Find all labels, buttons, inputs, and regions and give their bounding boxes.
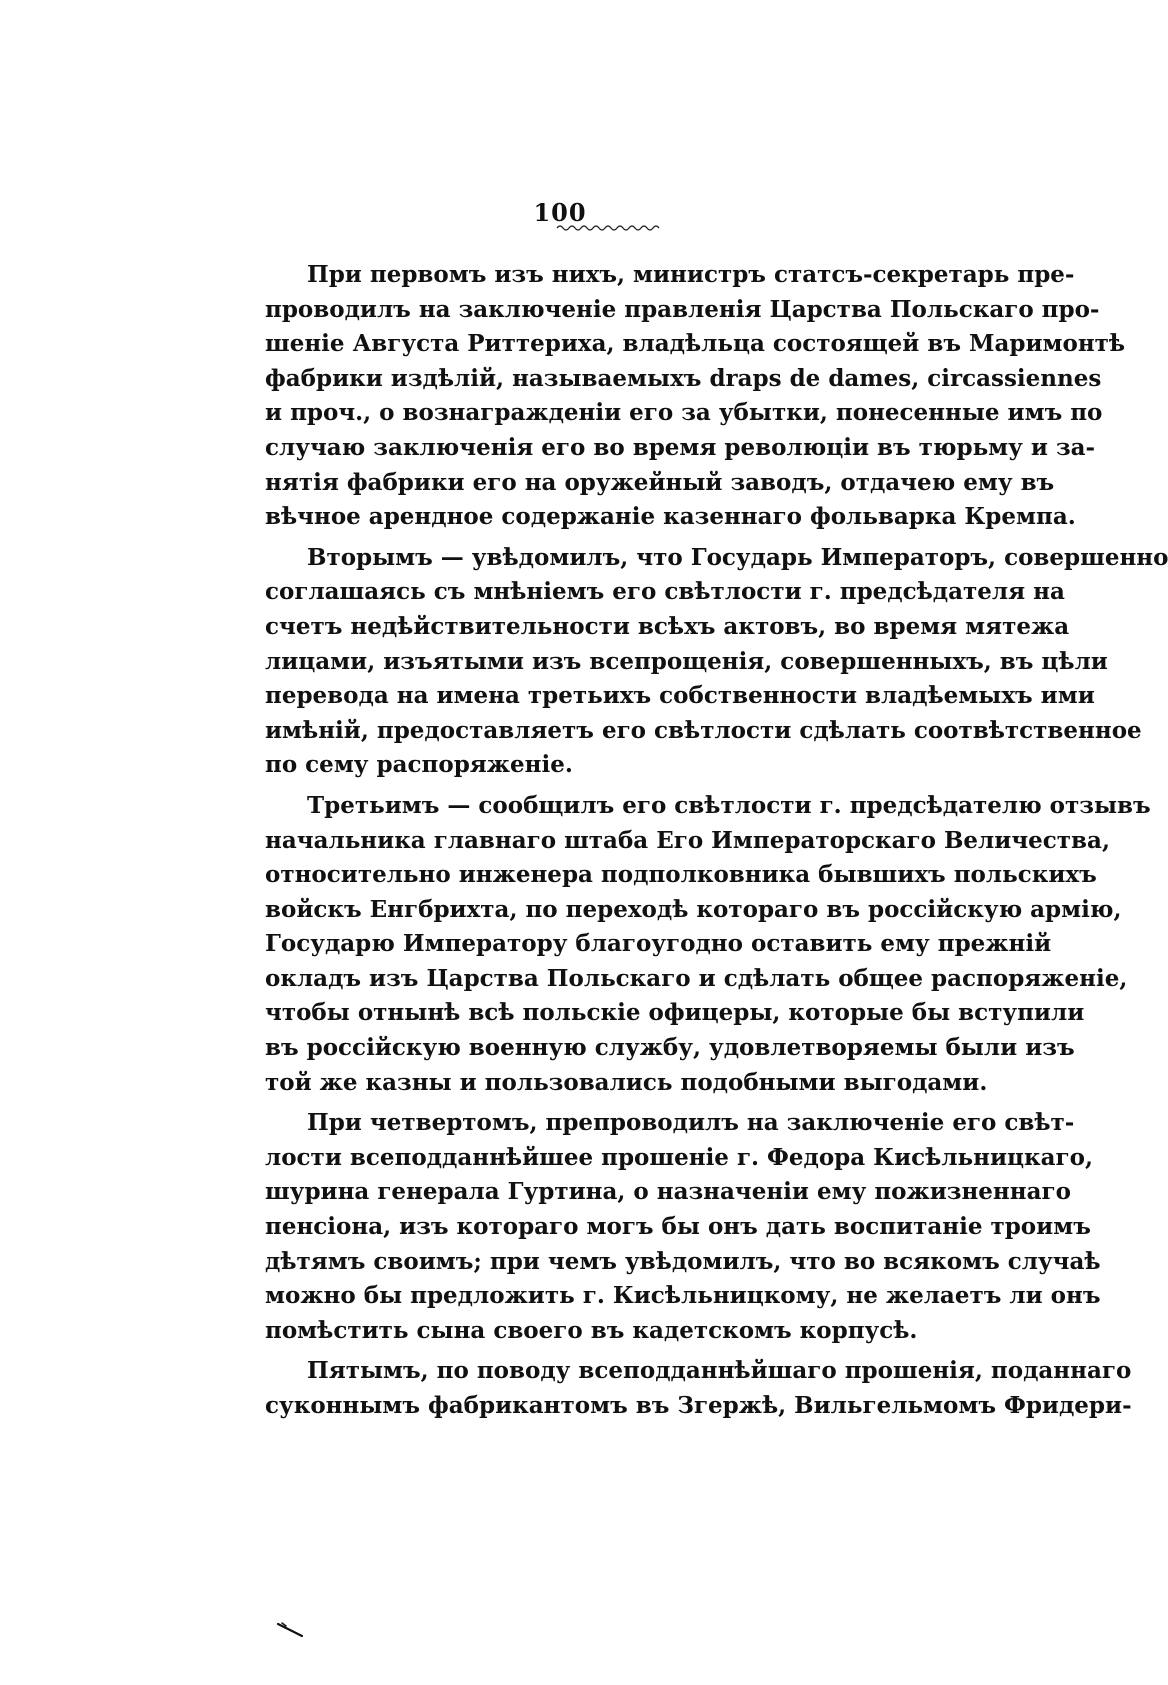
- text-line: имѣній, предоставляетъ его свѣтлости сдѣлать соотвѣтственное: [265, 716, 1142, 744]
- text-line: счетъ недѣйствительности всѣхъ актовъ, во время мятежа: [265, 612, 1070, 640]
- text-line: фабрики издѣлій, называемыхъ draps de dames, circassiennes: [265, 364, 1102, 392]
- text-line: Государю Императору благоугодно оставить ему прежній: [265, 930, 1052, 958]
- text-line: окладъ изъ Царства Польскаго и сдѣлать общее распоряженіе,: [265, 964, 1128, 992]
- text-line: случаю заключенія его во время революціи въ тюрьму и за-: [265, 433, 1096, 461]
- text-line: начальника главнаго штаба Его Императорскаго Величества,: [265, 826, 1110, 854]
- page-number-text: 100: [533, 198, 587, 227]
- text-line: нятія фабрики его на оружейный заводъ, отдачею ему въ: [265, 468, 1055, 496]
- text-line: чтобы отнынѣ всѣ польскіе офицеры, которые бы вступили: [265, 999, 1085, 1027]
- text-line: той же казны и пользовались подобными выгодами.: [265, 1068, 988, 1096]
- text-line: При четвертомъ, препроводилъ на заключеніе его свѣт-: [307, 1109, 1075, 1137]
- text-line: можно бы предложить г. Кисѣльницкому, не желаетъ ли онъ: [265, 1282, 1101, 1310]
- text-line: соглашаясь съ мнѣніемъ его свѣтлости г. предсѣдателя на: [265, 578, 1065, 606]
- paragraph-2: [265, 541, 1168, 783]
- text-line: по сему распоряженіе.: [265, 751, 573, 779]
- text-line: и проч., о вознагражденіи его за убытки, понесенные имъ по: [265, 399, 1103, 427]
- text-line: пенсіона, изъ котораго могъ бы онъ дать воспитаніе троимъ: [265, 1213, 1091, 1241]
- text-line: Пятымъ, по поводу всеподданнѣйшаго прошенія, поданнаго: [307, 1357, 1132, 1385]
- text-line: Третьимъ — сообщилъ его свѣтлости г. предсѣдателю отзывъ: [307, 791, 1151, 819]
- text-line: лости всеподданнѣйшее прошеніе г. Федора Кисѣльницкаго,: [265, 1143, 1093, 1171]
- text-line: Вторымъ — увѣдомилъ, что Государь Императоръ, совершенно: [307, 543, 1168, 571]
- body-text: [265, 258, 1168, 1430]
- wavy-ornament-icon: [555, 222, 665, 234]
- text-line: проводилъ на заключеніе правленія Царства Польскаго про-: [265, 295, 1100, 323]
- text-line: дѣтямъ своимъ; при чемъ увѣдомилъ, что во всякомъ случаѣ: [265, 1247, 1101, 1275]
- text-line: въ россійскую военную службу, удовлетворяемы были изъ: [265, 1034, 1075, 1062]
- paragraph-1: [265, 258, 1126, 535]
- text-line: При первомъ изъ нихъ, министръ статсъ-секретарь пре-: [307, 261, 1075, 288]
- text-line: войскъ Енгбрихта, по переходѣ котораго въ россійскую армію,: [265, 895, 1122, 923]
- text-line: помѣстить сына своего въ кадетскомъ корпусѣ.: [265, 1316, 918, 1344]
- text-line: шурина генерала Гуртина, о назначеніи ему пожизненнаго: [265, 1178, 1071, 1206]
- ink-stroke-mark-icon: [276, 1620, 306, 1640]
- text-line: перевода на имена третьихъ собственности владѣемыхъ ими: [265, 682, 1095, 710]
- text-line: суконнымъ фабрикантомъ въ Згержѣ, Вильгельмомъ Фридери-: [265, 1392, 1132, 1419]
- text-line: вѣчное арендное содержаніе казеннаго фольварка Кремпа.: [265, 503, 1076, 531]
- paragraph-5: [265, 1354, 1132, 1423]
- text-line: лицами, изъятыми изъ всепрощенія, совершенныхъ, въ цѣли: [265, 647, 1108, 675]
- paragraph-3: [265, 789, 1151, 1100]
- paragraph-4: [265, 1106, 1101, 1348]
- text-line: относительно инженера подполковника бывшихъ польскихъ: [265, 861, 1097, 889]
- text-line: шеніе Августа Риттериха, владѣльца состоящей въ Маримонтѣ: [265, 330, 1126, 358]
